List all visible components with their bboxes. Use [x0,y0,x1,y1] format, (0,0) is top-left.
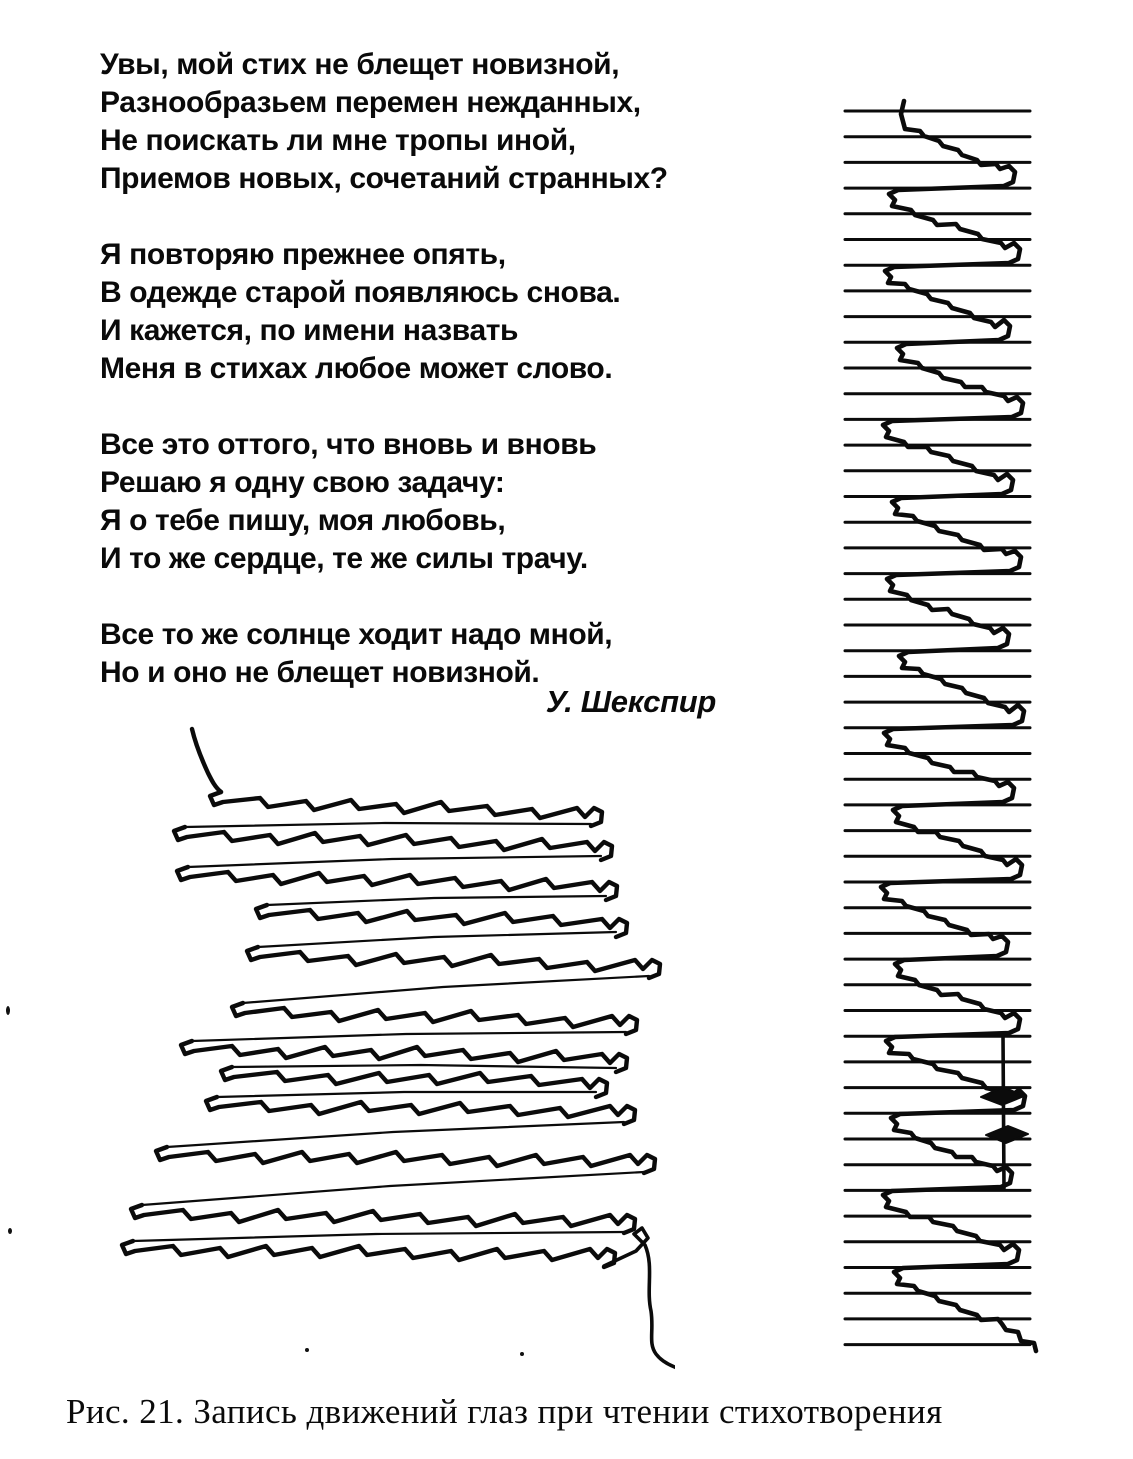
ink-speck [8,1228,12,1234]
vertical-eye-trace-figure [840,96,1040,1376]
poem-line: Меня в стихах любое может слово. [100,352,613,385]
horizontal-eye-trace-figure [95,715,675,1375]
figure-caption: Рис. 21. Запись движений глаз при чтении стихотворения [66,1392,943,1431]
poem-line: Разнообразьем перемен нежданных, [100,86,641,119]
poem-line: И кажется, по имени назвать [100,314,519,347]
poem-block [100,46,780,730]
poem-line: Все то же солнце ходит надо мной, [100,618,613,651]
trace-exit-stroke [604,1228,675,1369]
poem-line: Решаю я одну свою задачу: [100,466,505,499]
poem-stanza-3 [100,426,780,578]
poem-line: И то же сердце, те же силы трачу. [100,542,588,575]
poem-attribution: У. Шекспир [545,684,716,719]
eye-trace-horizontal-jags [122,792,660,1267]
poem-line: Все это оттого, что вновь и вновь [100,428,597,461]
poem-line: Я повторяю прежнее опять, [100,238,506,271]
ink-speck [520,1352,524,1356]
poem-line: Но и оно не блещет новизной. [100,656,540,689]
plumb-line-mark [1003,1035,1004,1188]
poem-line: В одежде старой появляюсь снова. [100,276,621,309]
poem-line: Я о тебе пишу, моя любовь, [100,504,506,537]
poem-line: Приемов новых, сочетаний странных? [100,162,668,195]
poem-stanza-2 [100,236,780,388]
ink-speck [305,1348,309,1352]
trace-entry-stroke [192,729,221,792]
poem-stanza-1 [100,46,780,198]
poem-line: Не поискать ли мне тропы иной, [100,124,576,157]
poem-stanza-4 [100,616,780,692]
ink-speck [6,1006,10,1015]
poem-line: Увы, мой стих не блещет новизной, [100,48,620,81]
